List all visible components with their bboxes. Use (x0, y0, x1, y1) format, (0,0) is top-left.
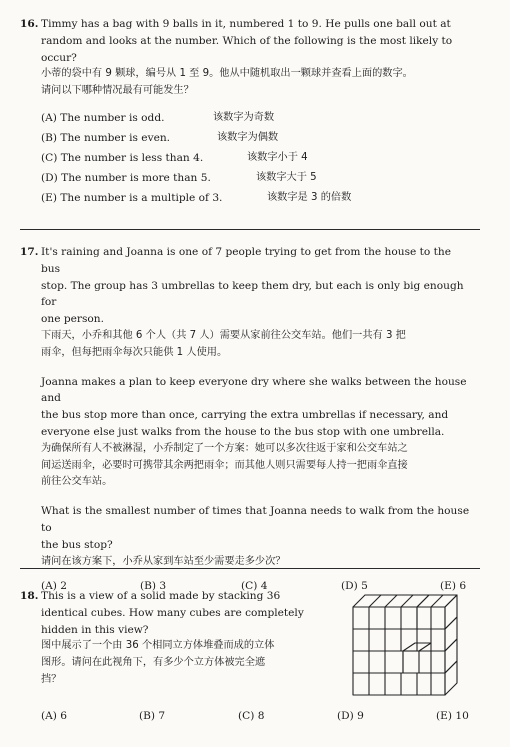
question-number: 16. (20, 18, 39, 30)
text-line: 下雨天，小乔和其他 6 个人（共 7 人）需要从家前往公交车站。他们一共有 3 把 (41, 329, 406, 341)
text-line: identical cubes. How many cubes are completely (41, 606, 304, 619)
text-line: 挡？ (41, 673, 62, 685)
answer-choices (41, 710, 491, 728)
option-d (41, 170, 472, 190)
option-label: (A) The number is odd. (41, 111, 165, 124)
choice-c: (C) 4 (241, 580, 268, 593)
paragraph-2-zh (41, 441, 472, 491)
text-line: stop. The group has 3 umbrellas to keep them dry, but each is only big enough for (41, 279, 464, 309)
text-line: random and looks at the number. Which of the following is the most likely to occur? (41, 34, 453, 64)
paragraph-2-en (41, 374, 472, 441)
text-line: It's raining and Joanna is one of 7 people trying to get from the house to the bus (41, 246, 451, 275)
text-line: 小蒂的袋中有 9 颗球，编号从 1 至 9。他从中随机取出一颗球并查看上面的数字。 (41, 68, 413, 80)
option-label: (E) The number is a multiple of 3. (41, 191, 223, 204)
option-label-zh: 该数字为奇数 (213, 111, 275, 123)
option-a (41, 110, 472, 130)
option-c (41, 150, 472, 170)
option-label-zh: 该数字大于 5 (256, 171, 317, 183)
question-17 (20, 244, 472, 596)
choice-a: (A) 2 (41, 580, 68, 593)
question-text-zh (41, 66, 472, 100)
option-label: (D) The number is more than 5. (41, 171, 211, 184)
choice-c: (C) 8 (238, 710, 265, 722)
text-line: everyone else just walks from the house to the bus stop with one umbrella. (41, 425, 445, 438)
option-label-zh: 该数字小于 4 (247, 151, 308, 163)
option-label: (C) The number is less than 4. (41, 151, 204, 164)
paragraph-1-en (41, 244, 472, 328)
choice-a: (A) 6 (41, 710, 68, 722)
option-label-zh: 该数字为偶数 (217, 131, 279, 143)
question-text-en (41, 16, 472, 66)
option-b (41, 130, 472, 150)
question-16 (20, 16, 472, 210)
choice-d: (D) 9 (337, 710, 364, 722)
paragraph-1-zh (41, 328, 472, 362)
text-line: This is a view of a solid made by stacking 36 (41, 590, 281, 602)
text-line: 请问以下哪种情况最有可能发生？ (41, 85, 194, 97)
option-e (41, 190, 472, 210)
text-line: one person. (41, 313, 104, 326)
text-line: What is the smallest number of times that Joanna needs to walk from the house to (41, 505, 470, 534)
text-line: 前往公交车站。 (41, 476, 113, 488)
text-line: hidden in this view? (41, 623, 149, 636)
choice-d: (D) 5 (341, 580, 368, 593)
section-divider (20, 568, 480, 569)
text-line: 间运送雨伞，必要时可携带其余两把雨伞；而其他人则只需要每人持一把雨伞直接 (41, 459, 408, 471)
cube-stack-figure (335, 585, 475, 703)
section-divider (20, 229, 480, 230)
choice-b: (B) 7 (139, 710, 166, 722)
choice-b: (B) 3 (140, 580, 167, 593)
text-line: 雨伞，但每把雨伞每次只能供 1 人使用。 (41, 346, 228, 358)
text-line: 图形。请问在此视角下，有多少个立方体被完全遮 (41, 657, 266, 669)
text-line: the bus stop more than once, carrying the extra umbrellas if necessary, and (41, 409, 449, 422)
choice-e: (E) 10 (436, 710, 469, 722)
paragraph-3-en (41, 503, 472, 553)
text-line: the bus stop? (41, 538, 113, 551)
option-label-zh: 该数字是 3 的倍数 (267, 191, 352, 203)
text-line: 图中展示了一个由 36 个相同立方体堆叠而成的立体 (41, 640, 275, 652)
text-line: Timmy has a bag with 9 balls in it, numbered 1 to 9. He pulls one ball out at (41, 18, 451, 30)
question-number: 17. (20, 246, 39, 258)
question-number: 18. (20, 590, 39, 602)
text-line: 为确保所有人不被淋湿，小乔制定了一个方案：她可以多次往返于家和公交车站之 (41, 442, 408, 454)
text-line: Joanna makes a plan to keep everyone dry where she walks between the house and (41, 375, 467, 405)
option-label: (B) The number is even. (41, 131, 171, 144)
choice-e: (E) 6 (440, 580, 467, 593)
text-line: 请问在该方案下，小乔从家到车站至少需要走多少次？ (41, 555, 286, 567)
